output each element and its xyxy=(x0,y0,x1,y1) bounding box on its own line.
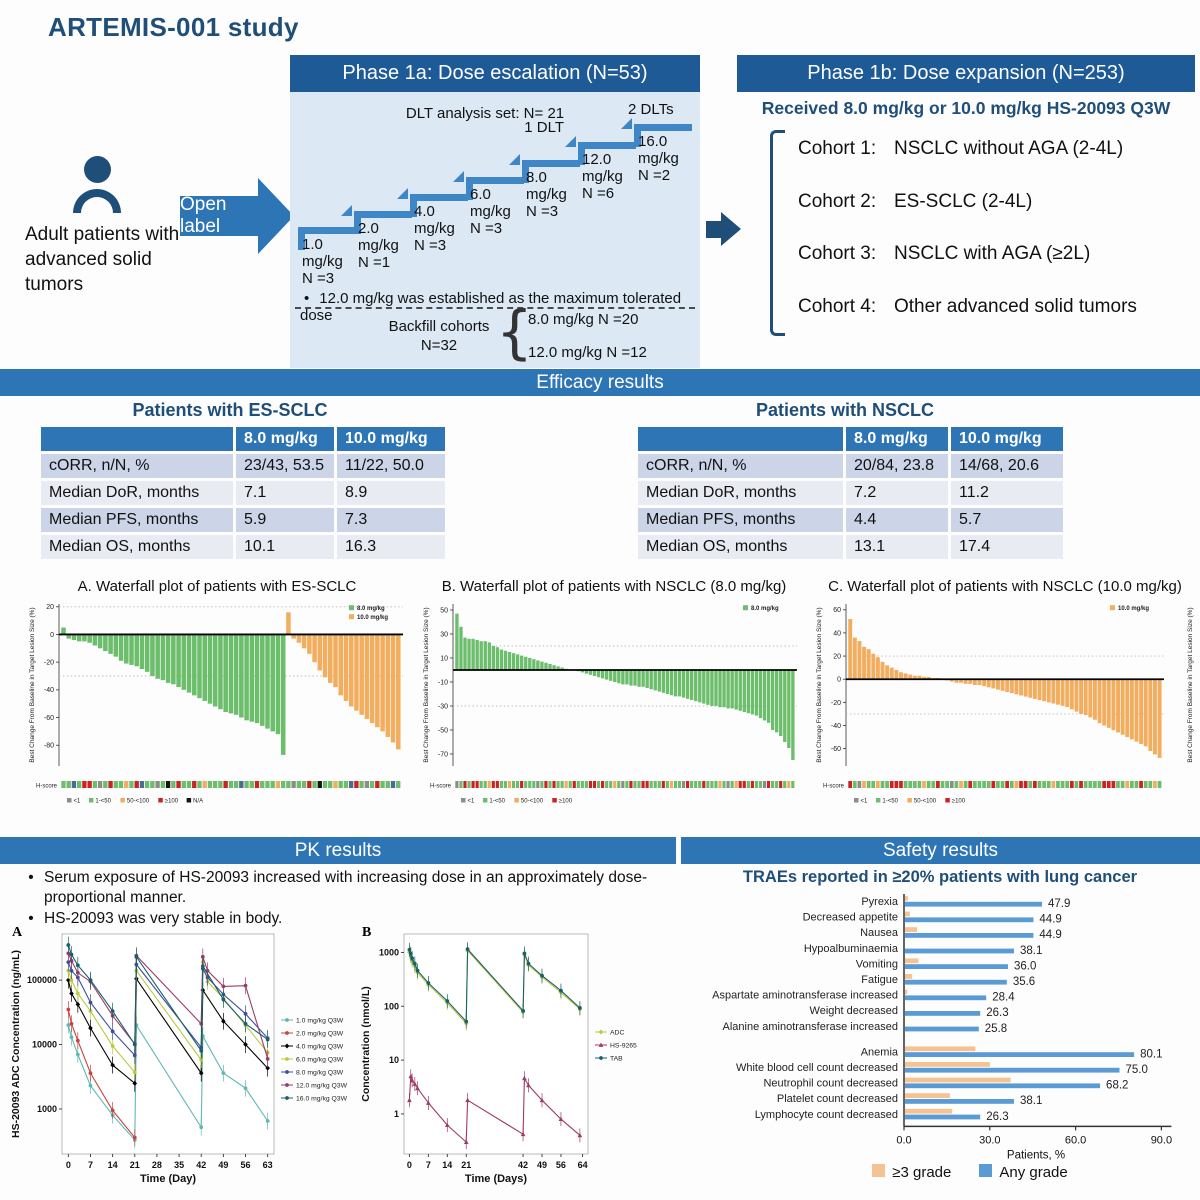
bullet-icon: • xyxy=(28,909,34,927)
svg-text:26.3: 26.3 xyxy=(986,1110,1009,1123)
dose-step-1: 1.0 mg/kg N =3 xyxy=(302,236,343,287)
svg-text:8.0 mg/kg: 8.0 mg/kg xyxy=(357,606,385,612)
svg-text:-30: -30 xyxy=(437,703,448,711)
backfill-label: Backfill cohorts N=32 xyxy=(388,318,490,354)
svg-text:B: B xyxy=(362,925,372,940)
cohort-row-2: Cohort 2: ES-SCLC (2-4L) xyxy=(798,191,1033,212)
svg-text:4.0 mg/kg Q3W: 4.0 mg/kg Q3W xyxy=(296,1043,344,1051)
svg-text:Time (Days): Time (Days) xyxy=(464,1173,528,1185)
svg-text:50: 50 xyxy=(440,607,448,615)
dashed-divider xyxy=(295,307,695,309)
svg-text:49: 49 xyxy=(218,1160,229,1170)
svg-text:Platelet count decreased: Platelet count decreased xyxy=(776,1093,898,1106)
svg-text:30.0: 30.0 xyxy=(979,1134,1001,1147)
dose-step-bar xyxy=(466,177,524,184)
svg-text:20: 20 xyxy=(833,653,841,661)
svg-text:12.0 mg/kg Q3W: 12.0 mg/kg Q3W xyxy=(296,1082,347,1090)
svg-text:Anemia: Anemia xyxy=(860,1046,898,1059)
svg-text:-80: -80 xyxy=(43,742,54,750)
svg-text:Patients, %: Patients, % xyxy=(1006,1149,1066,1160)
svg-text:8.0 mg/kg: 8.0 mg/kg xyxy=(751,606,779,612)
svg-text:49: 49 xyxy=(536,1160,548,1170)
arrow-right-icon xyxy=(721,212,741,246)
svg-text:35.6: 35.6 xyxy=(1012,976,1036,988)
svg-text:H-score: H-score xyxy=(35,783,57,790)
svg-text:10: 10 xyxy=(388,1055,399,1066)
svg-text:30: 30 xyxy=(440,631,448,639)
svg-text:1-<50: 1-<50 xyxy=(882,798,898,805)
table-row: cORR, n/N, % 23/43, 53.5 11/22, 50.0 xyxy=(41,454,445,478)
svg-text:1000: 1000 xyxy=(378,947,399,958)
svg-text:75.0: 75.0 xyxy=(1125,1064,1148,1076)
waterfall-c-title: C. Waterfall plot of patients with NSCLC (10.0 mg/kg) xyxy=(828,578,1182,595)
arrow-right-icon xyxy=(258,178,294,254)
dose-step-3: 4.0 mg/kg N =3 xyxy=(414,203,455,254)
svg-text:2.0 mg/kg Q3W: 2.0 mg/kg Q3W xyxy=(296,1030,344,1038)
pk-band: PK results xyxy=(0,837,676,864)
bracket-icon xyxy=(770,130,785,336)
svg-text:35: 35 xyxy=(174,1160,185,1170)
bullet-icon: • xyxy=(304,290,310,307)
svg-text:56: 56 xyxy=(555,1160,566,1170)
efficacy-band: Efficacy results xyxy=(0,369,1200,396)
svg-text:26.3: 26.3 xyxy=(986,1007,1009,1020)
svg-text:10: 10 xyxy=(440,655,448,663)
dose-step-4: 6.0 mg/kg N =3 xyxy=(470,186,511,237)
svg-text:44.9: 44.9 xyxy=(1039,913,1062,926)
mtd-note: • 12.0 mg/kg was established as the maximum tolerated dose xyxy=(300,290,682,324)
svg-text:White blood cell count decreas: White blood cell count decreased xyxy=(735,1062,898,1074)
table-row: Median OS, months 13.1 17.4 xyxy=(638,535,1063,559)
svg-text:100000: 100000 xyxy=(26,975,57,986)
dose-step-bar xyxy=(634,124,692,131)
dose-step-bar xyxy=(298,227,356,234)
svg-text:47.9: 47.9 xyxy=(1047,898,1071,910)
waterfall-chart-nsclc-8 xyxy=(419,598,804,838)
svg-text:<1: <1 xyxy=(467,798,475,805)
step-up-arrow-icon xyxy=(397,188,408,199)
legend-item: Any grade xyxy=(979,1164,1067,1181)
svg-text:1: 1 xyxy=(393,1108,399,1119)
svg-text:-10: -10 xyxy=(437,679,448,687)
svg-text:21: 21 xyxy=(461,1160,472,1170)
svg-text:10.0 mg/kg: 10.0 mg/kg xyxy=(1118,606,1150,612)
es-sclc-table: 8.0 mg/kg 10.0 mg/kg cORR, n/N, % 23/43, 53.5 11/22, 50.0 Median DoR, months 7.1 8.9 Median PFS, months 5.9 7.3 Median OS, months 10.1 16.3 xyxy=(38,424,448,562)
svg-text:14: 14 xyxy=(442,1160,453,1170)
svg-text:Neutrophil count decreased: Neutrophil count decreased xyxy=(763,1077,898,1090)
svg-text:Weight decreased: Weight decreased xyxy=(809,1005,898,1018)
svg-text:-60: -60 xyxy=(830,746,841,754)
svg-text:HS-20093 ADC Concentration (ng: HS-20093 ADC Concentration (ng/mL) xyxy=(10,949,22,1139)
patient-icon-body xyxy=(73,189,121,213)
waterfall-chart-nsclc-10 xyxy=(812,598,1197,838)
open-label-arrow: Open label xyxy=(180,196,258,236)
dose-step-6: 12.0 mg/kg N =6 xyxy=(582,151,623,202)
brace-icon: { xyxy=(496,298,533,366)
phase1b-subtitle: Received 8.0 mg/kg or 10.0 mg/kg HS-20093 Q3W xyxy=(761,98,1171,118)
patient-icon xyxy=(84,156,111,183)
bullet-icon: • xyxy=(28,869,34,886)
dose-step-7: 16.0 mg/kg N =2 xyxy=(638,133,679,184)
grade3-swatch-icon xyxy=(872,1164,885,1177)
svg-text:60: 60 xyxy=(833,607,841,615)
svg-text:Best Change From Baseline in T: Best Change From Baseline in Target Lesion Size (%) xyxy=(29,607,36,763)
svg-text:100: 100 xyxy=(383,1001,399,1012)
svg-text:10.0 mg/kg: 10.0 mg/kg xyxy=(357,615,389,621)
step-up-arrow-icon xyxy=(453,171,464,182)
svg-text:A: A xyxy=(12,925,23,940)
table-row: cORR, n/N, % 20/84, 23.8 14/68, 20.6 xyxy=(638,454,1063,478)
anygrade-swatch-icon xyxy=(979,1164,992,1177)
waterfall-a-title: A. Waterfall plot of patients with ES-SCLC xyxy=(77,578,357,595)
nsclc-table: 8.0 mg/kg 10.0 mg/kg cORR, n/N, % 20/84, 23.8 14/68, 20.6 Median DoR, months 7.2 11.2 Median PFS, months 4.4 5.7 Median OS, months 13.1 17.4 xyxy=(635,424,1066,562)
list-item: • Serum exposure of HS-20093 increased with increasing dose in an approximately dose-proportional manner. xyxy=(18,868,673,909)
svg-text:50-<100: 50-<100 xyxy=(126,798,150,805)
waterfall-b-title: B. Waterfall plot of patients with NSCLC (8.0 mg/kg) xyxy=(441,578,787,595)
svg-text:<1: <1 xyxy=(73,798,81,805)
cohort-row-3: Cohort 3: NSCLC with AGA (≥2L) xyxy=(798,243,1091,264)
dose-step-5: 8.0 mg/kg N =3 xyxy=(526,169,567,220)
step-up-arrow-icon xyxy=(565,136,576,147)
svg-text:90.0: 90.0 xyxy=(1150,1134,1173,1147)
svg-text:1.0 mg/kg Q3W: 1.0 mg/kg Q3W xyxy=(296,1017,344,1025)
phase1b-header: Phase 1b: Dose expansion (N=253) xyxy=(737,55,1195,92)
dose-step-bar xyxy=(522,160,580,167)
arrow-right-icon xyxy=(706,221,721,238)
phase1a-panel xyxy=(290,55,700,368)
dose-step-2: 2.0 mg/kg N =1 xyxy=(358,220,399,271)
dose-step-bar xyxy=(410,194,468,201)
svg-text:44.9: 44.9 xyxy=(1039,929,1062,942)
table-row: Median PFS, months 5.9 7.3 xyxy=(41,508,445,532)
two-dlts-label: 2 DLTs xyxy=(628,101,674,118)
svg-text:7: 7 xyxy=(87,1160,93,1170)
dose-step-bar xyxy=(354,211,412,218)
svg-text:Decreased appetite: Decreased appetite xyxy=(802,911,898,924)
svg-text:68.2: 68.2 xyxy=(1106,1079,1129,1092)
svg-text:Aspartate aminotransferase inc: Aspartate aminotransferase increased xyxy=(712,989,898,1002)
svg-text:38.1: 38.1 xyxy=(1019,1095,1043,1108)
svg-text:Concentration (nmol/L): Concentration (nmol/L) xyxy=(360,986,372,1102)
step-up-arrow-icon xyxy=(509,154,520,165)
table-row: Median PFS, months 4.4 5.7 xyxy=(638,508,1063,532)
svg-text:40: 40 xyxy=(833,630,841,638)
svg-text:≥100: ≥100 xyxy=(558,798,573,805)
svg-text:56: 56 xyxy=(240,1160,251,1170)
svg-text:25.8: 25.8 xyxy=(984,1022,1008,1035)
svg-text:80.1: 80.1 xyxy=(1140,1048,1163,1061)
cohort-row-4: Cohort 4: Other advanced solid tumors xyxy=(798,296,1137,317)
svg-text:14: 14 xyxy=(107,1160,118,1170)
dose-step-bar xyxy=(578,142,636,149)
safety-legend xyxy=(770,1164,1170,1181)
svg-text:Best Change From Baseline in T: Best Change From Baseline in Target Lesion Size (%) xyxy=(423,607,430,763)
pk-chart-analyte-concentration xyxy=(356,920,672,1200)
waterfall-chart-es-sclc xyxy=(25,598,410,838)
svg-text:≥100: ≥100 xyxy=(164,798,179,805)
safety-trae-chart xyxy=(688,892,1193,1165)
svg-text:H-score: H-score xyxy=(429,783,451,790)
svg-text:-60: -60 xyxy=(43,714,54,722)
table-row: Median DoR, months 7.1 8.9 xyxy=(41,481,445,505)
backfill-item: 12.0 mg/kg N =12 xyxy=(528,344,647,361)
svg-text:50-<100: 50-<100 xyxy=(913,798,937,805)
svg-text:1-<50: 1-<50 xyxy=(95,798,111,805)
safety-chart-title: TRAEs reported in ≥20% patients with lung cancer xyxy=(742,868,1138,886)
svg-text:TAB: TAB xyxy=(610,1055,623,1063)
svg-text:-20: -20 xyxy=(43,659,54,667)
svg-text:38.1: 38.1 xyxy=(1019,944,1043,957)
svg-text:42: 42 xyxy=(518,1160,529,1170)
dlt-analysis-note: DLT analysis set: N= 21 xyxy=(405,105,565,122)
svg-text:H-score: H-score xyxy=(822,783,844,790)
svg-text:36.0: 36.0 xyxy=(1013,960,1037,973)
one-dlt-label: 1 DLT xyxy=(524,119,564,136)
svg-text:10000: 10000 xyxy=(31,1039,57,1050)
patient-description: Adult patients with advanced solid tumors xyxy=(25,224,180,296)
svg-text:0: 0 xyxy=(406,1160,412,1170)
svg-text:N/A: N/A xyxy=(193,798,204,805)
svg-text:1-<50: 1-<50 xyxy=(489,798,505,805)
svg-text:HS-9265: HS-9265 xyxy=(610,1042,637,1050)
svg-text:Time (Day): Time (Day) xyxy=(139,1173,197,1185)
cohort-row-1: Cohort 1: NSCLC without AGA (2-4L) xyxy=(798,138,1124,159)
step-up-arrow-icon xyxy=(621,118,632,129)
backfill-item: 8.0 mg/kg N =20 xyxy=(528,311,639,328)
svg-text:7: 7 xyxy=(425,1160,431,1170)
svg-text:Lymphocyte count decreased: Lymphocyte count decreased xyxy=(754,1108,898,1121)
svg-text:Alanine aminotransferase incre: Alanine aminotransferase increased xyxy=(722,1020,898,1033)
svg-text:-40: -40 xyxy=(830,722,841,730)
es-sclc-table-title: Patients with ES-SCLC xyxy=(132,400,328,420)
svg-text:-20: -20 xyxy=(830,699,841,707)
svg-text:≥100: ≥100 xyxy=(951,798,966,805)
svg-text:60.0: 60.0 xyxy=(1064,1134,1087,1147)
svg-text:0: 0 xyxy=(65,1160,71,1170)
svg-text:Fatigue: Fatigue xyxy=(861,974,898,986)
svg-text:6.0 mg/kg Q3W: 6.0 mg/kg Q3W xyxy=(296,1056,344,1064)
table-row: Median DoR, months 7.2 11.2 xyxy=(638,481,1063,505)
phase1a-header: Phase 1a: Dose escalation (N=53) xyxy=(290,55,700,92)
svg-text:64: 64 xyxy=(577,1160,588,1170)
table-row: Median OS, months 10.1 16.3 xyxy=(41,535,445,559)
safety-band: Safety results xyxy=(681,837,1200,864)
svg-text:0: 0 xyxy=(837,676,841,684)
svg-text:-50: -50 xyxy=(437,727,448,735)
svg-text:0: 0 xyxy=(50,631,54,639)
svg-text:Pyrexia: Pyrexia xyxy=(861,896,898,908)
nsclc-table-title: Patients with NSCLC xyxy=(755,400,934,420)
svg-text:0.0: 0.0 xyxy=(896,1134,912,1147)
svg-text:Best Change From Baseline in T: Best Change From Baseline in Target Lesion Size (%) xyxy=(1187,607,1194,763)
svg-text:-70: -70 xyxy=(437,751,448,759)
svg-text:Hypoalbuminaemia: Hypoalbuminaemia xyxy=(803,942,898,955)
svg-text:ADC: ADC xyxy=(610,1029,625,1037)
svg-text:1000: 1000 xyxy=(36,1103,57,1114)
pk-chart-adc-concentration xyxy=(6,920,358,1200)
svg-text:-40: -40 xyxy=(43,687,54,695)
svg-text:Vomiting: Vomiting xyxy=(855,958,898,971)
svg-text:20: 20 xyxy=(46,604,54,612)
svg-text:21: 21 xyxy=(129,1160,140,1170)
svg-text:28.4: 28.4 xyxy=(992,991,1015,1004)
svg-text:Best Change From Baseline in T: Best Change From Baseline in Target Lesion Size (%) xyxy=(816,607,823,763)
list-item: • HS-20093 was very stable in body. xyxy=(18,909,673,929)
step-up-arrow-icon xyxy=(341,205,352,216)
svg-text:8.0 mg/kg Q3W: 8.0 mg/kg Q3W xyxy=(296,1069,344,1077)
svg-text:50-<100: 50-<100 xyxy=(520,798,544,805)
legend-item: ≥3 grade xyxy=(872,1164,951,1181)
svg-text:28: 28 xyxy=(151,1160,162,1170)
svg-text:63: 63 xyxy=(262,1160,273,1170)
svg-text:16.0 mg/kg Q3W: 16.0 mg/kg Q3W xyxy=(296,1095,347,1103)
svg-text:Nausea: Nausea xyxy=(860,927,898,940)
svg-text:<1: <1 xyxy=(860,798,868,805)
page-title: ARTEMIS-001 study xyxy=(48,12,299,42)
svg-text:42: 42 xyxy=(196,1160,207,1170)
